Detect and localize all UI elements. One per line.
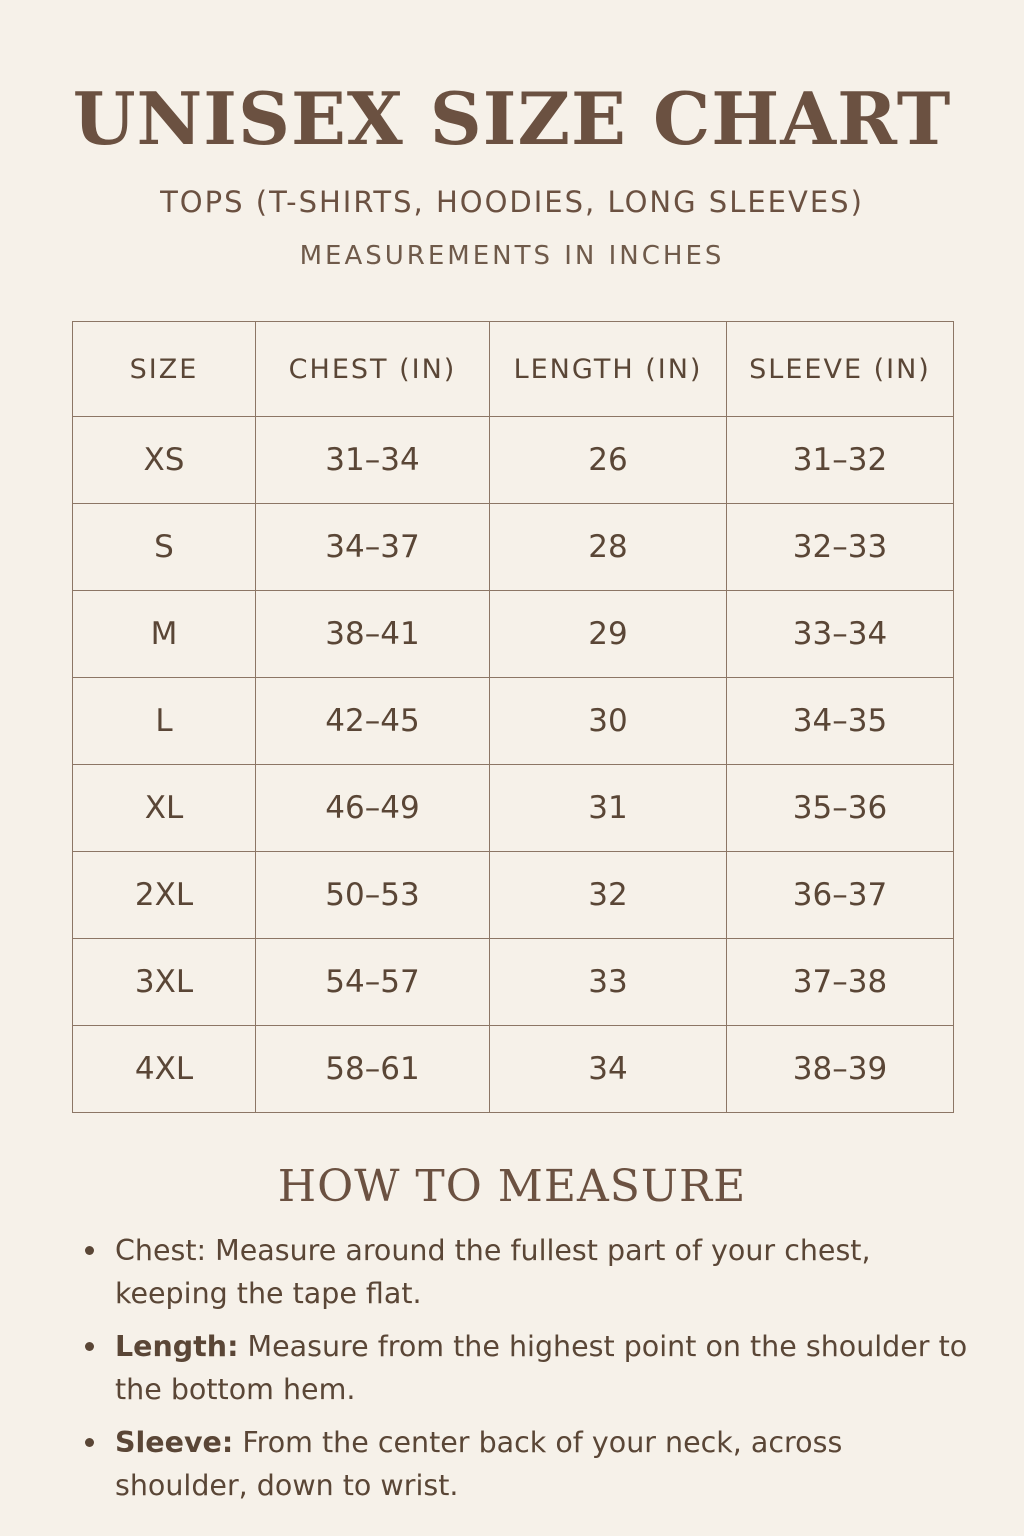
chest-instruction: Measure around the fullest part of your chest, keeping the tape flat. xyxy=(115,1234,871,1310)
chest-cell: 50–53 xyxy=(256,852,490,939)
page-title: UNISEX SIZE CHART xyxy=(72,76,952,161)
sleeve-cell: 33–34 xyxy=(727,591,954,678)
size-cell: L xyxy=(73,678,256,765)
how-to-measure-heading: HOW TO MEASURE xyxy=(277,1161,747,1212)
size-cell: 4XL xyxy=(73,1026,256,1113)
table-row xyxy=(73,417,954,504)
chest-cell: 46–49 xyxy=(256,765,490,852)
bullet-icon xyxy=(85,1438,94,1447)
list-item xyxy=(84,1325,984,1411)
length-cell: 26 xyxy=(490,417,727,504)
sleeve-cell: 34–35 xyxy=(727,678,954,765)
column-header-chest: CHEST (IN) xyxy=(256,322,490,417)
length-cell: 30 xyxy=(490,678,727,765)
length-cell: 28 xyxy=(490,504,727,591)
measure-instructions-list xyxy=(84,1229,984,1517)
chest-cell: 42–45 xyxy=(256,678,490,765)
length-cell: 31 xyxy=(490,765,727,852)
size-cell: S xyxy=(73,504,256,591)
units-note: MEASUREMENTS IN INCHES xyxy=(299,241,725,271)
chest-term: Chest: xyxy=(115,1234,207,1267)
sleeve-cell: 32–33 xyxy=(727,504,954,591)
size-cell: 3XL xyxy=(73,939,256,1026)
chest-cell: 31–34 xyxy=(256,417,490,504)
bullet-icon xyxy=(85,1342,94,1351)
table-row xyxy=(73,1026,954,1113)
sleeve-instruction: From the center back of your neck, across shoulder, down to wrist. xyxy=(115,1426,843,1502)
length-cell: 33 xyxy=(490,939,727,1026)
length-cell: 29 xyxy=(490,591,727,678)
table-row xyxy=(73,504,954,591)
table-row xyxy=(73,678,954,765)
size-cell: XL xyxy=(73,765,256,852)
size-cell: XS xyxy=(73,417,256,504)
sleeve-term: Sleeve: xyxy=(115,1426,234,1459)
chest-cell: 54–57 xyxy=(256,939,490,1026)
length-cell: 32 xyxy=(490,852,727,939)
sleeve-cell: 36–37 xyxy=(727,852,954,939)
chest-cell: 38–41 xyxy=(256,591,490,678)
sleeve-cell: 35–36 xyxy=(727,765,954,852)
length-term: Length: xyxy=(115,1330,239,1363)
column-header-size: SIZE xyxy=(73,322,256,417)
column-header-length: LENGTH (IN) xyxy=(490,322,727,417)
length-cell: 34 xyxy=(490,1026,727,1113)
table-header-row xyxy=(73,322,954,417)
sleeve-cell: 31–32 xyxy=(727,417,954,504)
column-header-sleeve: SLEEVE (IN) xyxy=(727,322,954,417)
list-item xyxy=(84,1421,984,1507)
sleeve-cell: 38–39 xyxy=(727,1026,954,1113)
sleeve-cell: 37–38 xyxy=(727,939,954,1026)
table-row xyxy=(73,939,954,1026)
list-item xyxy=(84,1229,984,1315)
table-row xyxy=(73,591,954,678)
size-cell: M xyxy=(73,591,256,678)
size-chart-table xyxy=(72,321,954,1113)
chest-cell: 58–61 xyxy=(256,1026,490,1113)
chest-cell: 34–37 xyxy=(256,504,490,591)
bullet-icon xyxy=(85,1246,94,1255)
table-row xyxy=(73,765,954,852)
table-row xyxy=(73,852,954,939)
length-instruction: Measure from the highest point on the shoulder to the bottom hem. xyxy=(115,1330,968,1406)
size-cell: 2XL xyxy=(73,852,256,939)
product-category-subtitle: TOPS (T-SHIRTS, HOODIES, LONG SLEEVES) xyxy=(160,185,864,219)
